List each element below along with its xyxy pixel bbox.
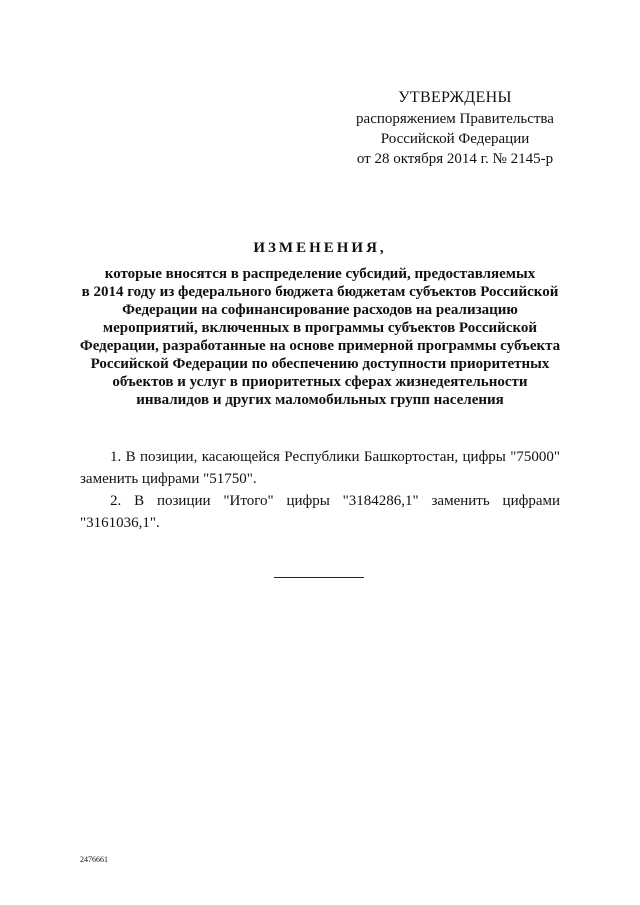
separator-line: [274, 577, 364, 578]
approval-line-2: Российской Федерации: [380, 131, 530, 147]
approval-line-1: распоряжением Правительства: [356, 111, 554, 127]
subtitle-line: мероприятий, включенных в программы субъектов Российской: [102, 320, 538, 336]
document-subtitle: [60, 265, 580, 409]
subtitle-line: которые вносятся в распределение субсидий, предоставляемых: [104, 266, 536, 282]
subtitle-line: в 2014 году из федерального бюджета бюджетам субъектов Российской: [81, 284, 559, 300]
subtitle-line: инвалидов и других маломобильных групп населения: [136, 392, 504, 408]
subtitle-line: объектов и услуг в приоритетных сферах жизнедеятельности: [112, 374, 528, 390]
approval-block: [330, 88, 580, 169]
amendment-list: [80, 446, 560, 534]
amendment-item-2: [80, 490, 560, 534]
amendment-item-1-line-2: заменить цифрами "51750".: [80, 471, 257, 487]
amendment-item-1-line-1: 1. В позиции, касающейся Республики Башкортостан, цифры "75000": [110, 449, 560, 465]
approved-heading: УТВЕРЖДЕНЫ: [398, 89, 512, 106]
subtitle-line: Российской Федерации по обеспечению доступности приоритетных: [90, 356, 550, 372]
amendment-item-2-line-1: 2. В позиции "Итого" цифры "3184286,1" заменить цифрами: [110, 493, 560, 509]
subtitle-line: Федерации, разработанные на основе примерной программы субъекта: [79, 338, 561, 354]
document-title: ИЗМЕНЕНИЯ,: [253, 240, 387, 256]
document-number: 2476661: [80, 855, 108, 864]
subtitle-line: Федерации на софинансирование расходов на реализацию: [122, 302, 518, 318]
amendment-item-1: [80, 446, 560, 490]
amendment-item-2-line-2: "3161036,1".: [80, 515, 160, 531]
approval-line-3: от 28 октября 2014 г. № 2145-р: [356, 151, 554, 167]
